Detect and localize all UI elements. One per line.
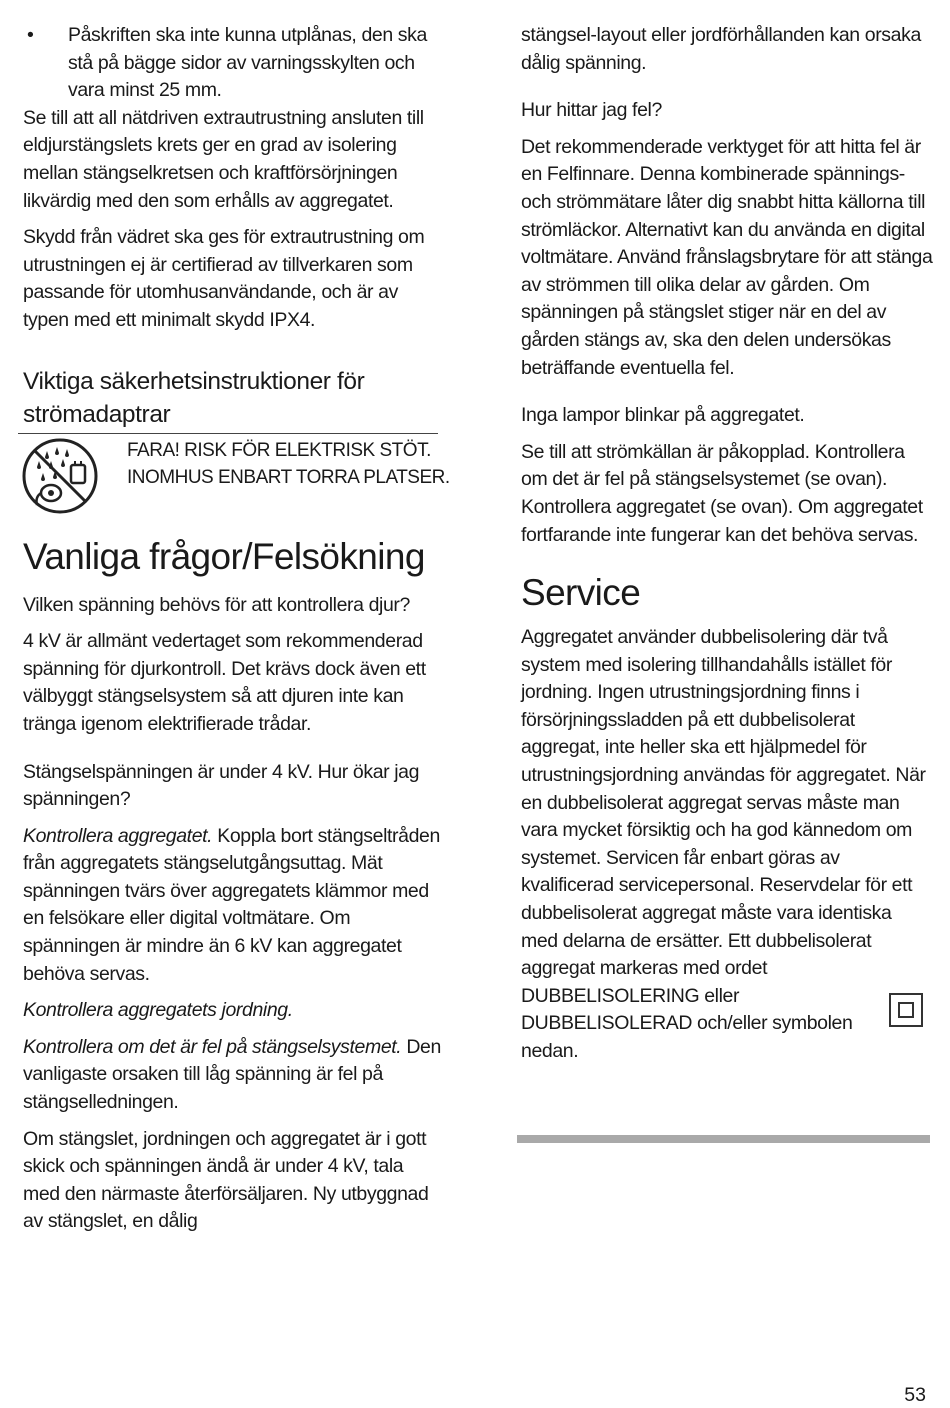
bullet-text: Påskriften ska inte kunna utplånas, den ska stå på bägge sidor av varningsskylten och vara minst 25 mm.: [68, 24, 427, 102]
check-aggregate-label: Kontrollera aggregatet: [23, 824, 208, 847]
warning-line-1: FARA! RISK FÖR ELEKTRISK STÖT.: [127, 439, 431, 461]
check-grounding-paragraph: [23, 997, 443, 1025]
faq-answer-voltage: 4 kV är allmänt vedertaget som rekommenderad spänning för djurkontroll. Det krävs dock även ett välbyggt stängselsystem så att djuren inte kan tränga igenom elektrifierade trådar.: [23, 630, 426, 735]
check-aggregate-paragraph: [23, 823, 443, 989]
faq-question-find-fault: Hur hittar jag fel?: [521, 99, 662, 122]
page-number: 53: [904, 1384, 926, 1406]
double-insulation-icon: [889, 993, 923, 1027]
faq-heading: Vanliga frågor/Felsökning: [23, 535, 425, 577]
warning-block: [23, 435, 450, 525]
warning-text: [127, 437, 457, 492]
subheading-rule: [18, 433, 438, 434]
check-aggregate-text: Koppla bort stängseltråden från aggregatets stängselutgångsuttag. Mät spänningen tvärs över aggregatets klämmor med en felsökare eller digital voltmätare. Om spänningen är mindre än 6 kV kan aggregatet behöva servas.: [23, 824, 440, 985]
check-fence-label: Kontrollera om det är fel på stängselsystemet: [23, 1035, 397, 1058]
service-text: Aggregatet använder dubbelisolering där två system med isolering tillhandahålls istället för jordning. Ingen utrustningsjordning finns i försörjningssladden på ett dubbelisolerat aggregat, inte heller ska ett hjälpmedel för utrustningsjordning användas för aggregatet. När en dubbelisolerat aggregat servas måste man vara mycket försiktig och ha god kännedom om systemet. Servicen får enbart göras av kvalificerad servicepersonal. Reservdelar för ett dubbelisolerat aggregat måste vara identiska med delarna de ersätter. Ett dubbelisolerat aggregat markeras med ordet: [521, 626, 926, 980]
indoor-dry-only-icon: [21, 437, 99, 515]
left-column: [23, 22, 450, 1236]
check-grounding-label: Kontrollera aggregatets jordning: [23, 999, 288, 1022]
faq-question-low-voltage: Stängselspänningen är under 4 kV. Hur ökar jag spänningen?: [23, 760, 420, 811]
safety-subheading: Viktiga säkerhetsinstruktioner för strömadaptrar: [23, 367, 365, 428]
check-fence-text: Den vanligaste orsaken till låg spänning är fel på stängselledningen.: [23, 1035, 441, 1114]
service-tail: [521, 983, 933, 1066]
service-text-tail: DUBBELISOLERING eller DUBBELISOLERAD och/eller symbolen nedan.: [521, 984, 853, 1062]
paragraph-weather-protection: Skydd från vädret ska ges för extrautrustning om utrustningen ej är certifierad av tillverkaren som passande för utomhusanvändande, och är av typen med ett minimalt skydd IPX4.: [23, 226, 425, 331]
service-heading: Service: [521, 572, 641, 614]
warning-line-2: INOMHUS ENBART TORRA PLATSER.: [127, 467, 450, 489]
paragraph-dealer: Om stängslet, jordningen och aggregatet är i gott skick och spänningen ändå är under 4 kV, tala med den närmaste återförsäljaren. Ny utbyggnad av stängslet, en dålig: [23, 1127, 429, 1233]
faq-question-no-lights: Inga lampor blinkar på aggregatet.: [521, 404, 805, 427]
check-fence-paragraph: [23, 1034, 443, 1117]
faq-answer-find-fault: Det rekommenderade verktyget för att hitta fel är en Felfinnare. Denna kombinerade spännings- och strömmätare låter dig snabbt hitta källorna till strömläckor. Alternativt kan du använda en digital voltmätare. Använd frånslagsbrytare för att stänga av strömmen till olika delar av gården. Om spänningen på stängslet stiger när en del av gården stängs av, ska den delen undersökas beträffande eventuella fel.: [521, 135, 933, 379]
bullet-item: [23, 22, 443, 105]
faq-question-voltage: Vilken spänning behövs för att kontrollera djur?: [23, 593, 410, 616]
bullet-dot: •: [27, 24, 34, 46]
faq-answer-no-lights: Se till att strömkällan är påkopplad. Kontrollera om det är fel på stängselsystemet (se ovan). Kontrollera aggregatet (se ovan). Om aggregatet fortfarande inte fungerar kan det behöva servas.: [521, 440, 923, 546]
paragraph-extra-equipment: Se till att all nätdriven extrautrustning ansluten till eldjurstängslets krets ger en grad av isolering mellan stängselkretsen och kraftförsörjningen likvärdig med den som erhålls av aggregatet.: [23, 106, 424, 212]
check-fence-punct: .: [396, 1035, 402, 1058]
gray-divider-bar: [517, 1135, 930, 1143]
right-column: [521, 22, 933, 1066]
check-aggregate-punct: .: [207, 824, 213, 847]
paragraph-continuation: stängsel-layout eller jordförhållanden kan orsaka dålig spänning.: [521, 24, 921, 74]
check-grounding-punct: .: [287, 999, 293, 1022]
